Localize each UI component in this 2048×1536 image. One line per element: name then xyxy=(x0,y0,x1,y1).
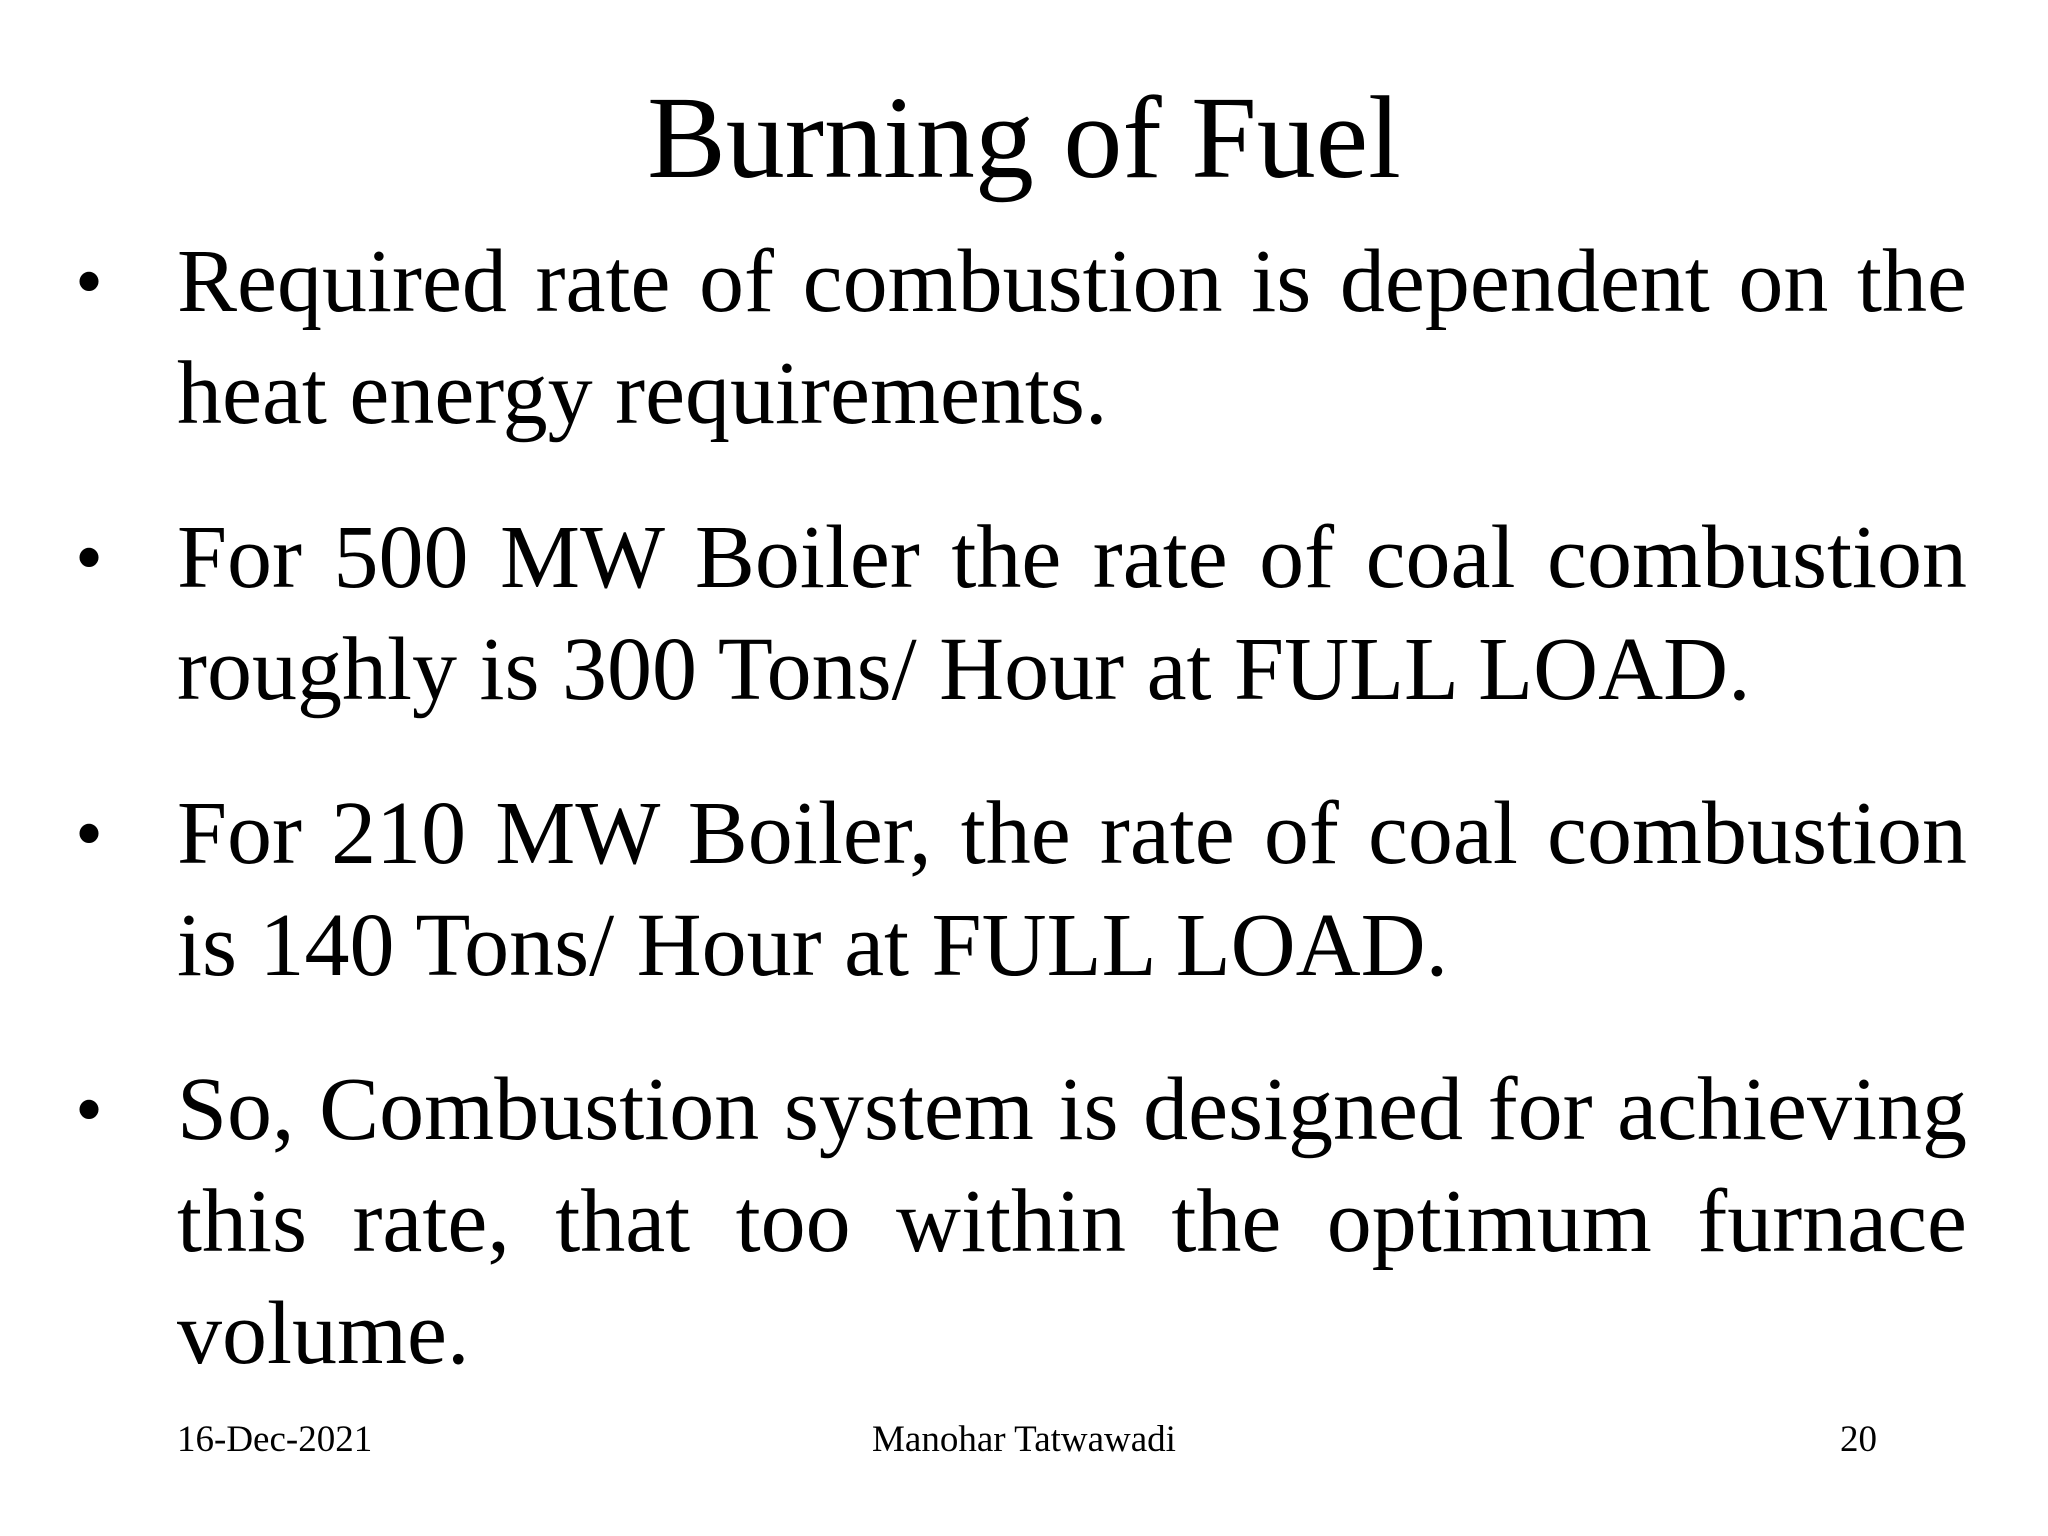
bullet-text: So, Combustion system is designed for achieving this rate, that too within the optimum furnace volume. xyxy=(177,1060,1967,1383)
slide-title: Burning of Fuel xyxy=(647,72,1401,203)
bullet-text: Required rate of combustion is dependent on the heat energy requirements. xyxy=(177,232,1967,443)
bullet-icon: • xyxy=(75,514,104,602)
bullet-text: For 210 MW Boiler, the rate of coal combustion is 140 Tons/ Hour at FULL LOAD. xyxy=(177,784,1967,995)
bullet-text: For 500 MW Boiler the rate of coal combustion roughly is 300 Tons/ Hour at FULL LOAD. xyxy=(177,508,1967,719)
bullet-icon: • xyxy=(75,790,104,878)
footer-date: 16-Dec-2021 xyxy=(177,1419,373,1460)
bullet-item xyxy=(75,226,1975,502)
bullet-list xyxy=(75,226,1975,1390)
footer-page-number: 20 xyxy=(1840,1419,1877,1460)
bullet-item xyxy=(75,1054,1975,1390)
bullet-icon: • xyxy=(75,1066,104,1154)
bullet-item xyxy=(75,778,1975,1054)
bullet-icon: • xyxy=(75,238,104,326)
footer-author: Manohar Tatwawadi xyxy=(872,1419,1176,1460)
bullet-item xyxy=(75,502,1975,778)
